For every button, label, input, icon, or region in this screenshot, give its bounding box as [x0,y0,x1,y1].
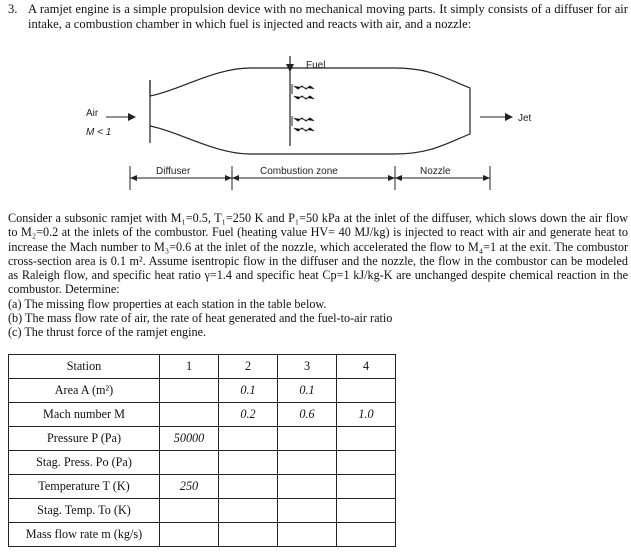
table-cell [278,451,337,475]
combustion-label: Combustion zone [260,166,338,177]
header-station-4: 4 [337,355,396,379]
table-cell [337,499,396,523]
table-cell [337,475,396,499]
table-cell [219,451,278,475]
table-cell [278,475,337,499]
table-cell [219,499,278,523]
table-row [9,379,396,403]
table-cell: 1.0 [337,403,396,427]
intro-text: A ramjet engine is a simple propulsion device with no mechanical moving parts. It simply consists of a diffuser for air intake, a combustion chamber in which fuel is injected and reacts with air, and a nozzle: [28,2,628,31]
table-cell [160,499,219,523]
table-cell: 0.1 [219,379,278,403]
table-cell [160,523,219,547]
table-cell: 0.6 [278,403,337,427]
engine-outline [150,68,470,154]
nozzle-arrow-right-icon [483,175,490,181]
table-cell [278,427,337,451]
table-cell [219,427,278,451]
problem-body [8,211,628,340]
diffuser-arrow-left-icon [130,175,137,181]
table-cell [337,451,396,475]
table-cell [337,379,396,403]
row-label-stag-press: Stag. Press. Po (Pa) [9,451,160,475]
table-cell: 50000 [160,427,219,451]
air-label: Air [86,108,99,119]
ramjet-diagram [0,38,631,198]
problem-text: Consider a subsonic ramjet with M₁=0.5, T₁=250 K and P₁=50 kPa at the inlet of the diffuser, which slows down the air flow to M₂=0.2 at the inlets of the combustor. Fuel (heating value HV= 40 MJ/kg) is injected to react with air and generate heat to increase the Mach number to M₃=0.6 at the inlet of the nozzle, which accelerated the flow to M₄=1 at the exit. The combustor cross-section area is 0.1 m². Assume isentropic flow in the diffuser and the nozzle, the flow in the combustor can be modeled as Raleigh flow, and specific heat ratio γ=1.4 and specific heat Cp=1 kJ/kg-K are unchanged despite chemical reaction in the combustor. Determine: [8,211,628,297]
table-cell: 250 [160,475,219,499]
fuel-label: Fuel [306,60,326,71]
station-table [8,354,396,547]
diffuser-arrow-right-icon [225,175,232,181]
row-label-mass-flow: Mass flow rate m (kg/s) [9,523,160,547]
header-station-1: 1 [160,355,219,379]
row-label-temperature: Temperature T (K) [9,475,160,499]
table-cell [160,403,219,427]
table-row [9,427,396,451]
combustion-arrow-left-icon [232,175,239,181]
table-cell [219,523,278,547]
row-label-stag-temp: Stag. Temp. To (K) [9,499,160,523]
question-a: (a) The missing flow properties at each station in the table below. [8,296,327,311]
header-station: Station [9,355,160,379]
question-b: (b) The mass flow rate of air, the rate of heat generated and the fuel-to-air ratio [8,311,393,326]
table-row [9,523,396,547]
table-cell [160,379,219,403]
combustion-arrow-right-icon [388,175,395,181]
diffuser-label: Diffuser [156,166,191,177]
jet-arrow-icon [505,113,513,121]
nozzle-label: Nozzle [420,166,451,177]
mach-label: M < 1 [86,127,112,138]
header-station-2: 2 [219,355,278,379]
table-cell [278,523,337,547]
row-label-area: Area A (m²) [9,379,160,403]
table-row [9,499,396,523]
row-label-pressure: Pressure P (Pa) [9,427,160,451]
table-row [9,403,396,427]
table-row [9,475,396,499]
table-header-row [9,355,396,379]
fuel-spray-icon [292,84,314,131]
question-c: (c) The thrust force of the ramjet engine. [8,325,207,340]
nozzle-arrow-left-icon [395,175,402,181]
table-cell [337,523,396,547]
jet-label: Jet [518,113,532,124]
table-cell: 0.1 [278,379,337,403]
table-row [9,451,396,475]
table-cell [219,475,278,499]
table-cell [278,499,337,523]
problem-intro [8,2,628,32]
table-cell [337,427,396,451]
row-label-mach: Mach number M [9,403,160,427]
header-station-3: 3 [278,355,337,379]
problem-number: 3. [8,2,18,16]
air-arrow-icon [128,113,136,121]
table-cell: 0.2 [219,403,278,427]
table-cell [160,451,219,475]
